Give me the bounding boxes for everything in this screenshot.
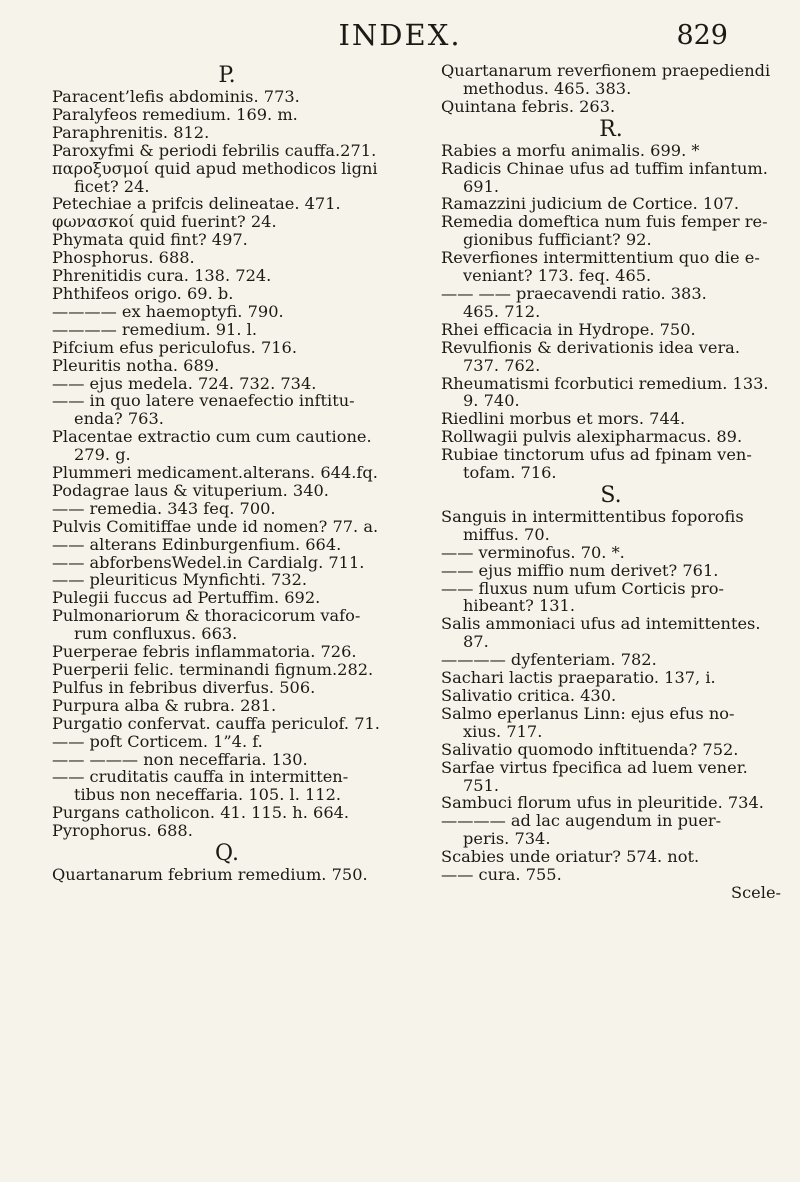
index-entry: Pulmonariorum & thoracicorum vafo- bbox=[52, 606, 361, 626]
index-entry: —— pleuriticus Mynfichti. 732. bbox=[52, 570, 308, 590]
index-entry: Sachari lactis praeparatio. 137, i. bbox=[441, 668, 716, 688]
index-entry: Sambuci florum ufus in pleuritide. 734. bbox=[441, 793, 764, 813]
index-entry-continuation: miffus. 70. bbox=[463, 524, 550, 544]
index-entry: —— in quo latere venaefectio inftitu- bbox=[52, 391, 355, 411]
index-entry-continuation: tofam. 716. bbox=[463, 463, 557, 483]
index-entry-continuation: veniant? 173. feq. 465. bbox=[463, 266, 652, 286]
index-entry-continuation: 737. 762. bbox=[463, 355, 541, 375]
left-column bbox=[52, 62, 402, 884]
section-letter-s: S. bbox=[600, 482, 622, 508]
running-head bbox=[0, 18, 800, 58]
index-entry: Quintana febris. 263. bbox=[441, 96, 616, 116]
index-entry: Salmo eperlanus Linn: ejus efus no- bbox=[441, 703, 735, 723]
index-entry: Sarfae virtus fpecifica ad luem vener. bbox=[441, 757, 748, 777]
index-entry-continuation: methodus. 465. 383. bbox=[463, 78, 632, 98]
index-entry: —— ejus miffio num derivet? 761. bbox=[441, 560, 719, 580]
index-entry-continuation: 9. 740. bbox=[463, 391, 520, 411]
index-entry: —— ——— non neceffaria. 130. bbox=[52, 749, 308, 769]
index-entry: Rabies a morfu animalis. 699. * bbox=[441, 140, 700, 160]
index-entry: Ramazzini judicium de Cortice. 107. bbox=[441, 194, 739, 214]
index-entry: Pleuritis notha. 689. bbox=[52, 355, 220, 375]
index-entry-continuation: 465. 712. bbox=[463, 301, 541, 321]
index-entry: Phrenitidis cura. 138. 724. bbox=[52, 266, 272, 286]
index-entry: Rubiae tinctorum ufus ad fpinam ven- bbox=[441, 445, 752, 465]
right-column bbox=[441, 62, 781, 902]
index-entry: Reverfiones intermittentium quo die e- bbox=[441, 248, 760, 268]
index-entry: Phosphorus. 688. bbox=[52, 248, 195, 268]
index-entry: Petechiae a prifcis delineatae. 471. bbox=[52, 194, 341, 214]
index-entry-continuation: ficet? 24. bbox=[74, 176, 150, 196]
index-entry: Purgatio confervat. cauffa periculof. 71. bbox=[52, 713, 380, 733]
index-entry-continuation: 87. bbox=[463, 632, 489, 652]
index-entry: Quartanarum reverfionem praepediendi bbox=[441, 61, 771, 80]
index-entry: Purgans catholicon. 41. 115. h. 664. bbox=[52, 803, 350, 823]
section-letter-p: P. bbox=[218, 63, 236, 88]
index-entry: —— ejus medela. 724. 732. 734. bbox=[52, 373, 317, 393]
page-title: INDEX. bbox=[338, 18, 462, 52]
index-entry: Salivatio critica. 430. bbox=[441, 686, 617, 705]
catchword: Scele- bbox=[731, 882, 781, 902]
index-entry: —— cura. 755. bbox=[441, 865, 562, 885]
index-entry: —— remedia. 343 feq. 700. bbox=[52, 498, 276, 518]
index-entry: Rheumatismi fcorbutici remedium. 133. bbox=[441, 373, 769, 393]
index-entry: Paraphrenitis. 812. bbox=[52, 122, 210, 142]
index-entry-continuation: gionibus fufficiant? 92. bbox=[463, 230, 652, 250]
index-entry: Radicis Chinae ufus ad tuffim infantum. bbox=[441, 158, 768, 178]
index-entry: ———— remedium. 91. l. bbox=[52, 319, 257, 339]
index-entry: φωνασκοί quid fuerint? 24. bbox=[52, 212, 277, 232]
index-entry: Puerperii felic. terminandi fignum.282. bbox=[52, 660, 374, 679]
index-entry-continuation: rum confluxus. 663. bbox=[74, 624, 238, 644]
index-entry: —— —— praecavendi ratio. 383. bbox=[441, 283, 707, 303]
index-entry: —— alterans Edinburgenfium. 664. bbox=[52, 534, 342, 554]
index-entry: Placentae extractio cum cum cautione. bbox=[52, 427, 372, 447]
index-entry-continuation: tibus non neceffaria. 105. l. 112. bbox=[74, 785, 342, 805]
section-letter-q: Q. bbox=[215, 841, 239, 867]
index-entry: ———— ex haemoptyfi. 790. bbox=[52, 301, 284, 321]
index-entry: Pulegii fuccus ad Pertuffim. 692. bbox=[52, 588, 321, 608]
index-entry: Plummeri medicament.alterans. 644.fq. bbox=[52, 463, 378, 483]
index-entry: Phthifeos origo. 69. b. bbox=[52, 283, 234, 303]
index-entry: Pulvis Comitiffae unde id nomen? 77. a. bbox=[52, 516, 379, 536]
index-entry: —— poft Corticem. 1”4. f. bbox=[52, 731, 263, 751]
index-entry-continuation: 751. bbox=[463, 775, 500, 795]
index-entry: Podagrae laus & vituperium. 340. bbox=[52, 480, 329, 500]
index-entry: Purpura alba & rubra. 281. bbox=[52, 695, 277, 715]
index-entry: Puerperae febris inflammatoria. 726. bbox=[52, 642, 357, 662]
index-entry: —— cruditatis cauffa in intermitten- bbox=[52, 767, 349, 787]
index-entry-continuation: 691. bbox=[463, 176, 500, 196]
index-entry: Pulfus in febribus diverfus. 506. bbox=[52, 677, 316, 697]
index-entry: παροξυσμοί quid apud methodicos ligni bbox=[52, 158, 378, 178]
index-entry: Riedlini morbus et mors. 744. bbox=[441, 409, 686, 429]
index-entry: Pyrophorus. 688. bbox=[52, 821, 193, 841]
index-entry: Rollwagii pulvis alexipharmacus. 89. bbox=[441, 427, 743, 447]
index-entry: Salis ammoniaci ufus ad intemittentes. bbox=[441, 614, 761, 634]
index-entry: Scabies unde oriatur? 574. not. bbox=[441, 847, 700, 867]
index-entry: Paracent’lefis abdominis. 773. bbox=[52, 87, 300, 106]
index-entry: Salivatio quomodo inftituenda? 752. bbox=[441, 739, 739, 759]
index-entry: Remedia domeftica num fuis femper re- bbox=[441, 212, 768, 232]
index-entry: ———— dyfenteriam. 782. bbox=[441, 650, 657, 670]
index-entry-continuation: peris. 734. bbox=[463, 829, 551, 849]
index-entry: Phymata quid fint? 497. bbox=[52, 230, 248, 250]
index-entry-continuation: hibeant? 131. bbox=[463, 596, 575, 616]
page-number: 829 bbox=[676, 20, 728, 51]
index-entry-continuation: 279. g. bbox=[74, 445, 131, 465]
index-entry: —— fluxus num ufum Corticis pro- bbox=[441, 578, 724, 598]
index-entry: Sanguis in intermittentibus foporofis bbox=[441, 506, 744, 526]
index-entry: —— abforbensWedel.in Cardialg. 711. bbox=[52, 552, 365, 572]
index-entry: Paroxyfmi & periodi febrilis cauffa.271. bbox=[52, 140, 377, 160]
index-entry: Rhei efficacia in Hydrope. 750. bbox=[441, 319, 696, 339]
index-entry: Quartanarum febrium remedium. 750. bbox=[52, 865, 368, 885]
index-entry: —— verminofus. 70. *. bbox=[441, 542, 625, 562]
index-entry-continuation: enda? 763. bbox=[74, 409, 164, 429]
index-entry-continuation: xius. 717. bbox=[463, 721, 543, 741]
section-letter-r: R. bbox=[599, 116, 623, 142]
index-entry: Paralyfeos remedium. 169. m. bbox=[52, 104, 298, 124]
index-entry: Pifcium efus periculofus. 716. bbox=[52, 337, 298, 357]
index-entry: ———— ad lac augendum in puer- bbox=[441, 811, 722, 831]
index-entry: Revulfionis & derivationis idea vera. bbox=[441, 337, 740, 357]
